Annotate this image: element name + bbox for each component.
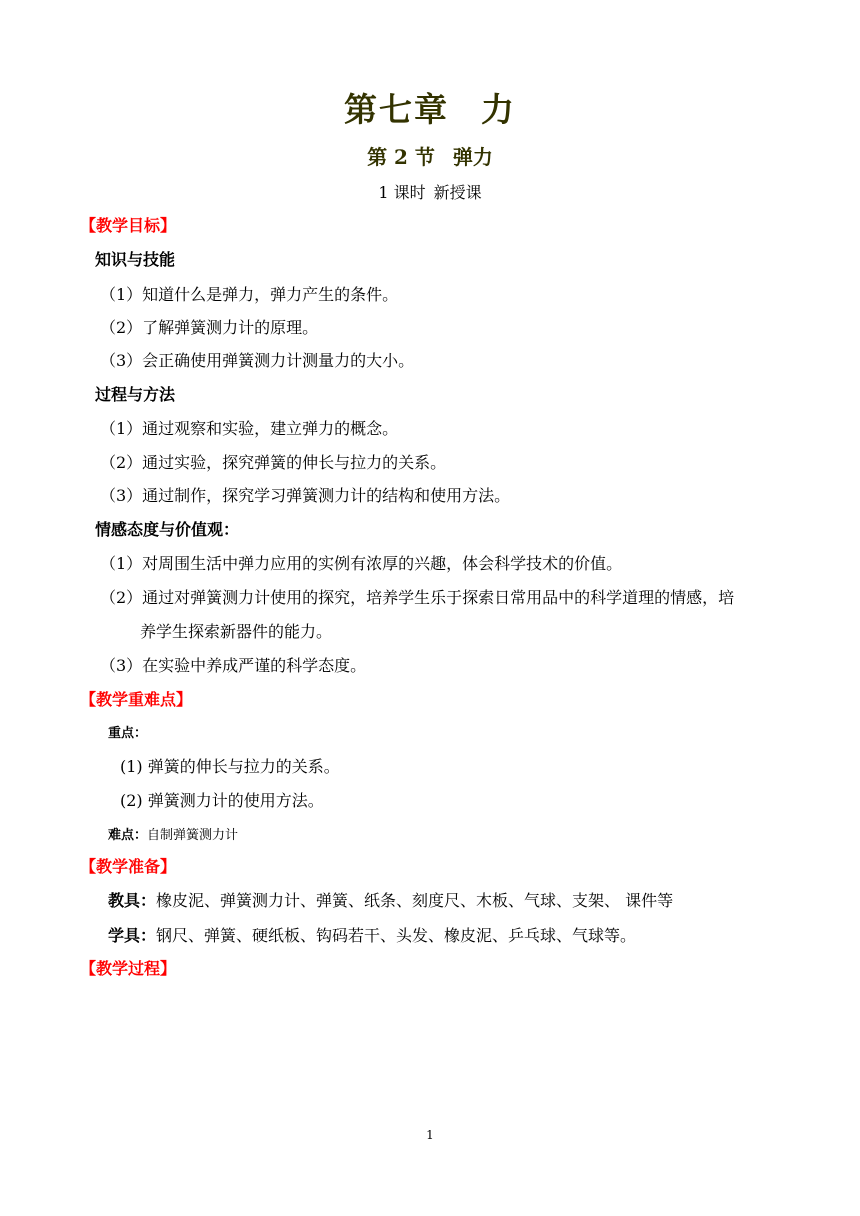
page-number: 1 xyxy=(426,1128,434,1142)
chapter-title xyxy=(0,84,860,131)
attitude-item: （2）通过对弹簧测力计使用的探究，培养学生乐于探索日常用品中的科学道理的情感，培 xyxy=(100,588,735,607)
process-item: （3）通过制作，探究学习弹簧测力计的结构和使用方法。 xyxy=(100,486,511,505)
lesson-period: 1 课时 xyxy=(378,183,426,202)
student-tools-row xyxy=(108,926,636,946)
goals-heading: 【教学目标】 xyxy=(80,216,177,235)
section-number: 第 2 节 xyxy=(367,145,435,169)
difficulty-text: 自制弹簧测力计 xyxy=(147,828,239,843)
knowledge-item: （3）会正确使用弹簧测力计测量力的大小。 xyxy=(100,351,415,370)
difficulty-row xyxy=(108,824,238,846)
section-title xyxy=(0,141,860,170)
key-item: (1) 弹簧的伸长与拉力的关系。 xyxy=(120,757,340,776)
attitude-item: （1）对周围生活中弹力应用的实例有浓厚的兴趣，体会科学技术的价值。 xyxy=(100,554,623,573)
process-item: （2）通过实验，探究弹簧的伸长与拉力的关系。 xyxy=(100,453,447,472)
process-section-heading: 【教学过程】 xyxy=(80,959,177,978)
section-name: 弹力 xyxy=(452,145,493,169)
teacher-tools-row xyxy=(108,891,673,911)
process-item: （1）通过观察和实验，建立弹力的概念。 xyxy=(100,419,399,438)
key-item: (2) 弹簧测力计的使用方法。 xyxy=(120,791,324,810)
attitude-title: 情感态度与价值观： xyxy=(95,520,240,539)
chapter-name: 力 xyxy=(481,90,516,129)
difficulty-label: 难点： xyxy=(108,828,148,843)
chapter-number: 第七章 xyxy=(344,90,449,129)
prep-heading: 【教学准备】 xyxy=(80,857,177,876)
lesson-type: 新授课 xyxy=(433,183,482,202)
lesson-info xyxy=(0,180,860,203)
attitude-item: （3）在实验中养成严谨的科学态度。 xyxy=(100,656,367,675)
knowledge-item: （1）知道什么是弹力，弹力产生的条件。 xyxy=(100,285,399,304)
knowledge-item: （2）了解弹簧测力计的原理。 xyxy=(100,318,319,337)
key-label: 重点： xyxy=(108,726,148,741)
attitude-item-continued: 养学生探索新器件的能力。 xyxy=(140,622,333,641)
teacher-tools-label: 教具： xyxy=(108,891,157,910)
teacher-tools-text: 橡皮泥、弹簧测力计、弹簧、纸条、刻度尺、木板、气球、支架、 课件等 xyxy=(156,891,674,910)
knowledge-title: 知识与技能 xyxy=(95,250,176,269)
process-title: 过程与方法 xyxy=(95,385,176,404)
student-tools-label: 学具： xyxy=(108,926,157,945)
keypoints-heading: 【教学重难点】 xyxy=(80,690,193,709)
student-tools-text: 钢尺、弹簧、硬纸板、钩码若干、头发、橡皮泥、乒乓球、气球等。 xyxy=(156,926,637,945)
